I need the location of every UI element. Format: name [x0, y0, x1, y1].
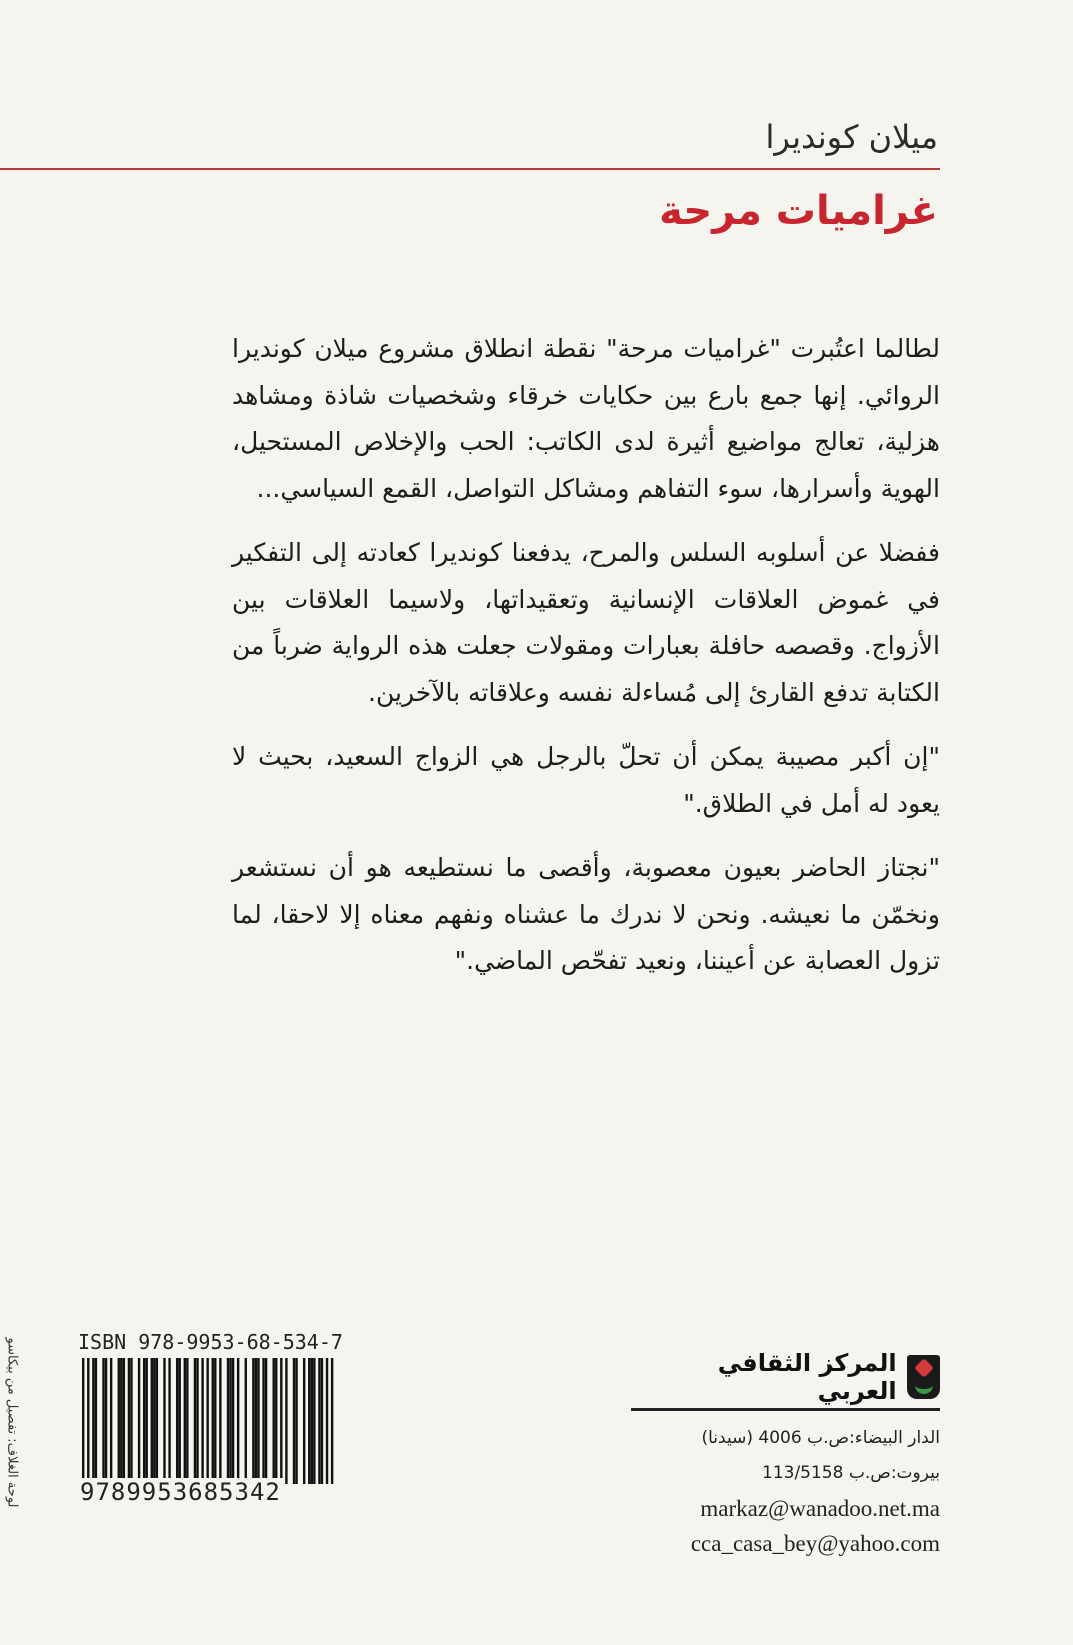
publisher-block — [635, 1349, 940, 1561]
barcode-bar — [92, 1358, 94, 1484]
barcode-bar — [303, 1358, 305, 1484]
barcode-bar — [206, 1358, 208, 1484]
barcode-bar — [143, 1358, 145, 1484]
barcode-bar — [168, 1358, 170, 1484]
barcode-bar — [265, 1358, 267, 1484]
barcode-bar — [257, 1358, 259, 1484]
barcode-bar — [273, 1358, 275, 1484]
header-divider — [0, 168, 940, 170]
barcode-bar — [105, 1358, 107, 1484]
book-title: غراميات مرحة — [659, 188, 938, 234]
barcode-bar — [326, 1358, 328, 1484]
barcode-bar — [179, 1358, 181, 1484]
author-name: ميلان كونديرا — [765, 118, 938, 156]
barcode-bar — [295, 1358, 297, 1484]
isbn-label: ISBN 978-9953-68-534-7 — [78, 1330, 343, 1354]
barcode-bar — [156, 1358, 158, 1484]
barcode-bar — [232, 1358, 234, 1484]
barcode-bar — [308, 1358, 310, 1484]
barcode-bar — [214, 1358, 216, 1484]
casablanca-address: الدار البيضاء:ص.ب 4006 (سيدنا) — [701, 1428, 940, 1448]
publisher-name: المركز الثقافي العربي — [717, 1349, 897, 1405]
barcode-bar — [321, 1358, 323, 1484]
barcode-bar — [102, 1358, 104, 1484]
barcode-bar — [128, 1358, 130, 1484]
barcode-bar — [280, 1358, 282, 1484]
barcode-bar — [285, 1358, 287, 1484]
barcode-bar — [186, 1358, 188, 1484]
barcode-bar — [138, 1358, 140, 1484]
barcode-bar — [118, 1358, 120, 1484]
barcode-bar — [194, 1358, 196, 1484]
publisher-divider — [631, 1408, 940, 1411]
barcode-bar — [293, 1358, 295, 1484]
barcode-bar — [82, 1358, 84, 1484]
barcode-bar — [311, 1358, 313, 1484]
barcode-bar — [212, 1358, 214, 1484]
barcode-bar — [237, 1358, 239, 1484]
barcode-bar — [262, 1358, 264, 1484]
barcode-bar — [110, 1358, 112, 1484]
barcode-bar — [275, 1358, 277, 1484]
barcode-bar — [120, 1358, 122, 1484]
barcode-bar — [95, 1358, 97, 1484]
barcode-bar — [313, 1358, 315, 1484]
barcode-bar — [229, 1358, 231, 1484]
email-link: markaz@wanadoo.net.ma — [700, 1496, 940, 1521]
barcode-bar — [87, 1358, 89, 1484]
barcode-bar — [151, 1358, 153, 1484]
barcode-bar — [252, 1358, 254, 1484]
barcode-bar — [219, 1358, 221, 1484]
quote: "إن أكبر مصيبة يمكن أن تحلّ بالرجل هي الزواج السعيد، بحيث لا يعود له أمل في الطلاق." — [232, 742, 940, 818]
barcode-bar — [176, 1358, 178, 1484]
barcode-bar — [130, 1358, 132, 1484]
barcode-bar — [201, 1358, 203, 1484]
quote: "نجتاز الحاضر بعيون معصوبة، وأقصى ما نستطيعه هو أن نستشعر ونخمّن ما نعيشه. ونحن لا ندرك ما عشناه ونفهم معناه إلا لاحقا، لما تزول العصابة عن أعيننا، ونعيد تفحّص الماضي." — [232, 853, 940, 975]
blurb-paragraph: ففضلا عن أسلوبه السلس والمرح، يدفعنا كونديرا كعادته إلى التفكير في غموض العلاقات الإنسانية وتعقيداتها، ولاسيما العلاقات بين الأزواج. وقصصه حافلة بعبارات ومقولات جعلت هذه الرواية ضرباً من الكتابة تدفع القارئ إلى مُساءلة نفسه وعلاقاته بالآخرين. — [232, 538, 940, 707]
barcode-bar — [255, 1358, 257, 1484]
publisher-logo-icon — [907, 1355, 940, 1399]
barcode-digits: 9789953685342 — [80, 1478, 281, 1506]
blurb-paragraph: لطالما اعتُبرت "غراميات مرحة" نقطة انطلاق مشروع ميلان كونديرا الروائي. إنها جمع بارع بين حكايات خرقاء وشخصيات شاذة ومشاهد هزلية، تعالج مواضيع أثيرة لدى الكاتب: الحب والإخلاص المستحيل، الهوية وأسرارها، سوء التفاهم ومشاكل التواصل، القمع السياسي... — [232, 334, 940, 503]
barcode-bar — [123, 1358, 125, 1484]
cover-credit: لوحة الغلاف: تفصيل من بيكاسو — [4, 1337, 20, 1508]
barcode-bar — [184, 1358, 186, 1484]
barcode-bar — [163, 1358, 165, 1484]
barcode-bar — [146, 1358, 148, 1484]
beirut-address: بيروت:ص.ب 113/5158 — [762, 1463, 940, 1483]
barcode-bar — [227, 1358, 229, 1484]
email-link: cca_casa_bey@yahoo.com — [690, 1531, 940, 1556]
barcode — [82, 1358, 336, 1484]
barcode-bar — [331, 1358, 333, 1484]
barcode-bar — [245, 1358, 247, 1484]
barcode-bar — [153, 1358, 155, 1484]
barcode-bar — [318, 1358, 320, 1484]
barcode-bar — [196, 1358, 198, 1484]
blurb — [232, 326, 940, 1003]
